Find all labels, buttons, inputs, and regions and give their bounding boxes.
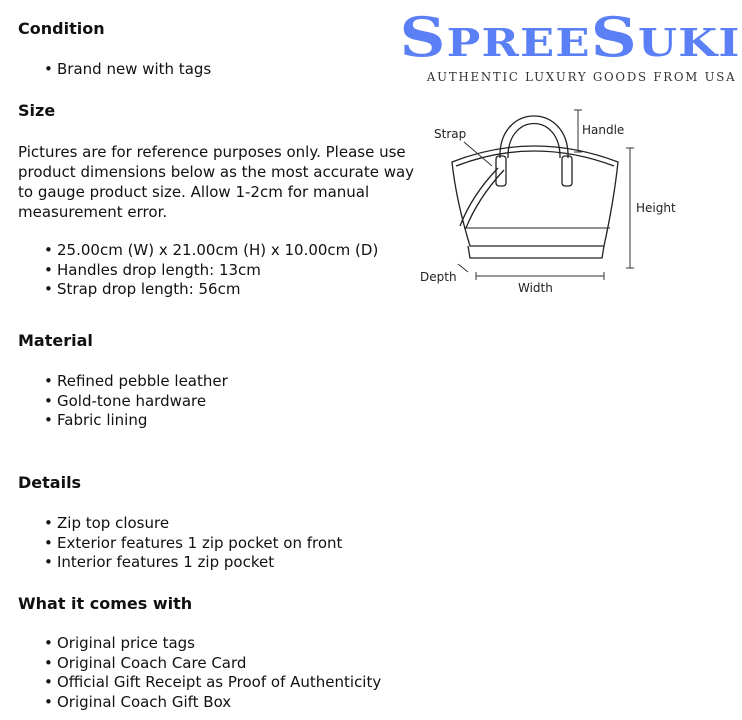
list-item: • Gold-tone hardware: [44, 392, 228, 412]
list-item: • Handles drop length: 13cm: [44, 261, 378, 281]
list-item: • Original price tags: [44, 634, 381, 654]
strap-line: [460, 168, 498, 226]
handle-tab-right: [562, 156, 572, 186]
list-item: • Strap drop length: 56cm: [44, 280, 378, 300]
bag-dimension-diagram: [412, 100, 712, 305]
list-item: • Interior features 1 zip pocket: [44, 553, 342, 573]
height-label: Height: [636, 201, 676, 215]
list-item: • Original Coach Care Card: [44, 654, 381, 674]
condition-list: [44, 60, 211, 80]
list-item: • Exterior features 1 zip pocket on front: [44, 534, 342, 554]
condition-heading: Condition: [18, 19, 105, 38]
logo-tagline: AUTHENTIC LUXURY GOODS FROM USA: [426, 70, 737, 84]
depth-label: Depth: [420, 270, 457, 284]
details-list: [44, 514, 342, 573]
size-list: [44, 241, 378, 300]
material-list: [44, 372, 228, 431]
list-item: • Brand new with tags: [44, 60, 211, 80]
strap-line-inner: [466, 170, 504, 228]
width-label: Width: [518, 281, 553, 295]
size-heading: Size: [18, 101, 56, 120]
list-item: • 25.00cm (W) x 21.00cm (H) x 10.00cm (D): [44, 241, 378, 261]
size-description: Pictures are for reference purposes only. Please use product dimensions below as the most accurate way to gauge product size. Allow 1-2cm for manual measurement error.: [18, 143, 415, 221]
bag-base: [468, 246, 604, 258]
brand-logo: [399, 5, 741, 84]
depth-dimension-line: [458, 264, 468, 272]
handle-tab-left: [496, 156, 506, 186]
comes-with-list: [44, 634, 381, 713]
bag-body: [452, 146, 618, 246]
list-item: • Fabric lining: [44, 411, 228, 431]
logo-wordmark: SPREESUKI: [399, 5, 741, 69]
comes-with-heading: What it comes with: [18, 594, 193, 613]
list-item: • Refined pebble leather: [44, 372, 228, 392]
handle-inner: [508, 124, 560, 159]
list-item: • Original Coach Gift Box: [44, 693, 381, 713]
material-heading: Material: [18, 331, 93, 350]
handle-label: Handle: [582, 123, 625, 137]
details-heading: Details: [18, 473, 82, 492]
strap-label: Strap: [434, 127, 467, 141]
list-item: • Zip top closure: [44, 514, 342, 534]
strap-pointer: [464, 142, 492, 166]
list-item: • Official Gift Receipt as Proof of Authenticity: [44, 673, 381, 693]
